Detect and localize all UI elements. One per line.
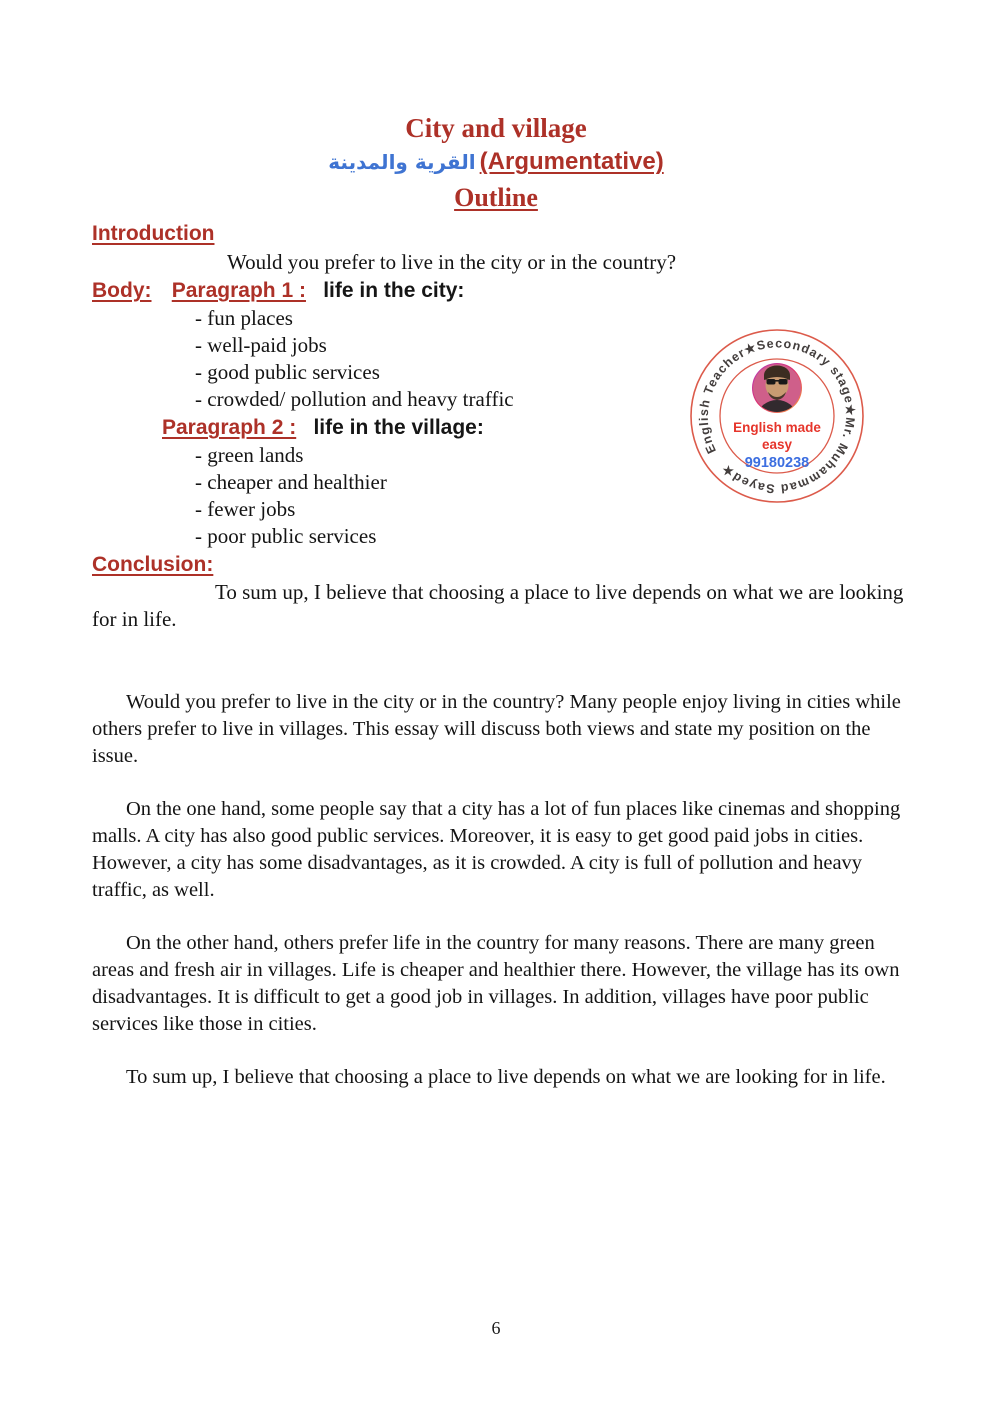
subtitle-arabic: القرية والمدينة (328, 150, 476, 174)
paragraph2-label: Paragraph 2 : (162, 416, 297, 439)
outline-point: - good public services (195, 359, 904, 386)
paragraph2-title: life in the village: (313, 416, 484, 439)
introduction-line (92, 219, 904, 248)
essay-section (92, 689, 906, 1091)
outline-point: - well-paid jobs (195, 332, 904, 359)
paragraph1-title: life in the city: (323, 279, 465, 302)
introduction-label: Introduction (92, 222, 215, 245)
essay-paragraph: To sum up, I believe that choosing a place to live depends on what we are looking for in life. (126, 1066, 886, 1088)
teacher-stamp-graphic (687, 326, 867, 506)
page-number: 6 (491, 1318, 501, 1338)
essay-paragraph: Would you prefer to live in the city or in the country? Many people enjoy living in cities while others prefer to live in villages. This essay will discuss both views and state my position on the issue. (92, 691, 901, 767)
outline-point: - crowded/ pollution and heavy traffic (195, 386, 904, 413)
doc-title: City and village (405, 113, 587, 143)
teacher-stamp (687, 326, 867, 506)
essay-paragraph: On the other hand, others prefer life in the country for many reasons. There are many green areas and fresh air in villages. Life is cheaper and healthier there. However, the village has its own disadvantages. It is difficult to get a good job in villages. In addition, villages have poor public services like those in cities. (92, 932, 900, 1035)
stamp-ring-text: English Teacher★Secondary stage★Mr. Muhammad Sayed★ (696, 336, 858, 496)
essay-paragraph: On the one hand, some people say that a city has a lot of fun places like cinemas and shopping malls. A city has also good public services. Moreover, it is easy to get good paid jobs in cities. However, a city has some disadvantages, as it is crowded. A city is full of pollution and heavy traffic, as well. (92, 798, 901, 901)
title-block (0, 0, 992, 215)
conclusion-line (92, 550, 904, 579)
outline-point: - green lands (195, 442, 904, 469)
subtitle-argumentative: (Argumentative) (479, 148, 664, 175)
outline-heading: Outline (454, 183, 538, 212)
introduction-question: Would you prefer to live in the city or in the country? (227, 250, 677, 274)
paragraph1-label: Paragraph 1 : (171, 279, 306, 302)
outline-point: - fewer jobs (195, 496, 904, 523)
outline-point: - fun places (195, 305, 904, 332)
conclusion-label: Conclusion: (92, 553, 214, 576)
outline-point: - poor public services (195, 523, 904, 550)
doc-subtitle (0, 145, 992, 181)
body-line (92, 276, 904, 305)
stamp-tagline-line2: easy (761, 437, 793, 452)
stamp-tagline-line1: English made (733, 420, 821, 435)
conclusion-text: To sum up, I believe that choosing a place to live depends on what we are looking for in life. (92, 580, 904, 631)
body-label: Body: (92, 279, 152, 302)
outline-point: - cheaper and healthier (195, 469, 904, 496)
stamp-outer-circle (691, 330, 863, 502)
stamp-phone: 99180238 (744, 455, 810, 471)
